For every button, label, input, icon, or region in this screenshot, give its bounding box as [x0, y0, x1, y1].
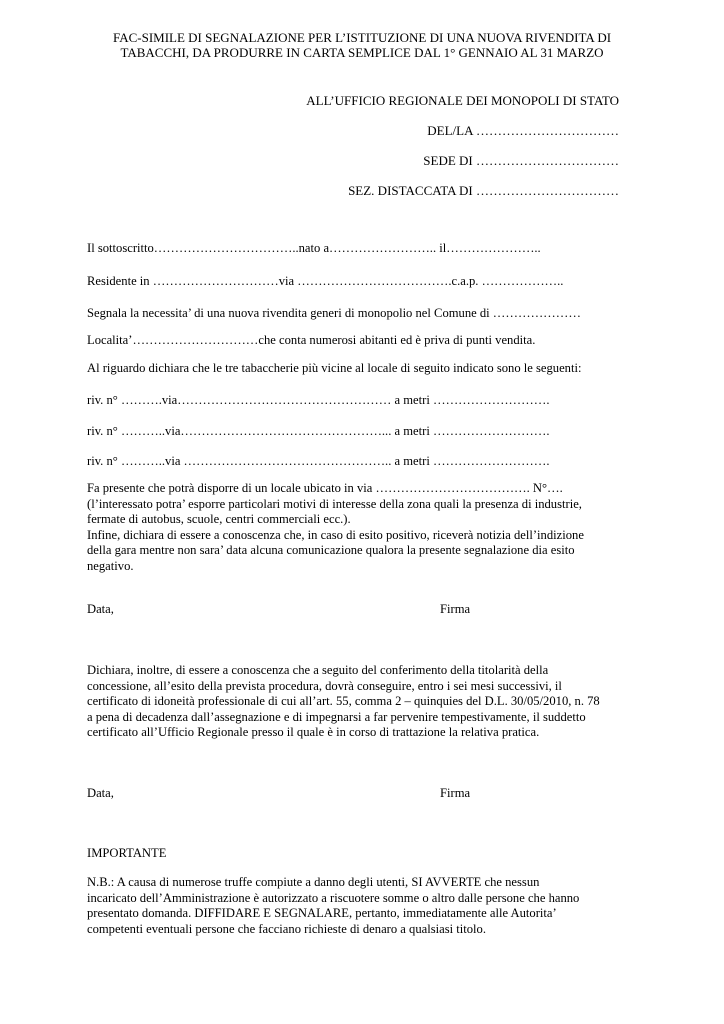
firma-label-1: Firma — [440, 602, 471, 616]
paragraph-line: Infine, dichiara di essere a conoscenza che, in caso di esito positivo, riceverà notizia dell’indizione — [87, 527, 584, 542]
paragraph-line: presentato domanda. DIFFIDARE E SEGNALARE, pertanto, immediatamente alle Autorita’ — [87, 906, 557, 921]
paragraph-line: della gara mentre non sara’ data alcuna comunicazione qualora la presente segnalazione dia esito — [87, 543, 575, 558]
firma-label-2: Firma — [440, 786, 471, 800]
importante-heading: IMPORTANTE — [87, 846, 167, 860]
data-label-1: Data, — [87, 602, 114, 616]
segnala-line: Segnala la necessita’ di una nuova rivendita generi di monopolio nel Comune di ………………… — [87, 306, 581, 320]
paragraph-line: incaricato dell’Amministrazione è autorizzato a riscuotere somme o altro dalle persone che hanno — [87, 890, 580, 905]
paragraph-line: certificato di idoneità professionale di cui all’art. 55, comma 2 – quinquies del D.L. 30/05/2010, n. 78 — [87, 694, 600, 709]
fa-presente-paragraph — [87, 481, 647, 575]
document-title-line-2: TABACCHI, DA PRODURRE IN CARTA SEMPLICE DAL 1° GENNAIO AL 31 MARZO — [120, 45, 604, 60]
rivendita-line-3: riv. n° ………..via ………………………………………….. a metri ………………………. — [87, 454, 550, 468]
paragraph-line: N.B.: A causa di numerose truffe compiute a danno degli utenti, SI AVVERTE che nessun — [87, 875, 540, 889]
rivendita-line-1: riv. n° ……….via…………………………………………… a metri ………………………. — [87, 393, 550, 407]
paragraph-line: fermate di autobus, scuole, centri commerciali ecc.). — [87, 512, 351, 527]
recipient-office: ALL’UFFICIO REGIONALE DEI MONOPOLI DI STATO — [306, 93, 619, 108]
paragraph-line: (l’interessato potra’ esporre particolari motivi di interesse della zona quali la presenza di industrie, — [87, 496, 582, 511]
paragraph-line: negativo. — [87, 558, 134, 573]
data-label-2: Data, — [87, 786, 114, 800]
paragraph-line: Fa presente che potrà disporre di un locale ubicato in via ………………………………. N°…. — [87, 481, 563, 495]
recipient-della-field: DEL/LA …………………………… — [427, 123, 619, 138]
nb-paragraph — [87, 875, 647, 937]
recipient-sede-field: SEDE DI …………………………… — [423, 153, 619, 168]
sottoscritto-line: Il sottoscritto……………………………..nato a…………………….. il………………….. — [87, 241, 541, 255]
paragraph-line: concessione, all’esito della prevista procedura, dovrà conseguire, entro i sei mesi successivi, il — [87, 678, 562, 693]
paragraph-line: competenti eventuali persone che facciano richieste di denaro a qualsiasi titolo. — [87, 921, 486, 936]
dichiara-paragraph — [87, 663, 647, 741]
riguardo-line: Al riguardo dichiara che le tre tabaccherie più vicine al locale di seguito indicato sono le seguenti: — [87, 361, 582, 375]
localita-line: Localita’…………………………che conta numerosi abitanti ed è priva di punti vendita. — [87, 333, 536, 347]
recipient-sezione-field: SEZ. DISTACCATA DI …………………………… — [348, 183, 619, 198]
paragraph-line: Dichiara, inoltre, di essere a conoscenza che a seguito del conferimento della titolarità della — [87, 663, 549, 677]
document-title-line-1: FAC-SIMILE DI SEGNALAZIONE PER L’ISTITUZIONE DI UNA NUOVA RIVENDITA DI — [112, 30, 612, 45]
rivendita-line-2: riv. n° ………..via…………………………………………... a metri ………………………. — [87, 424, 550, 438]
paragraph-line: a pena di decadenza dall’assegnazione e di impegnarsi a far pervenire tempestivamente, il suddetto — [87, 709, 586, 724]
residente-line: Residente in …………………………via ……………………………….c.a.p. ……………….. — [87, 274, 564, 288]
paragraph-line: certificato all’Ufficio Regionale presso il quale è in corso di trattazione la relativa pratica. — [87, 725, 540, 740]
